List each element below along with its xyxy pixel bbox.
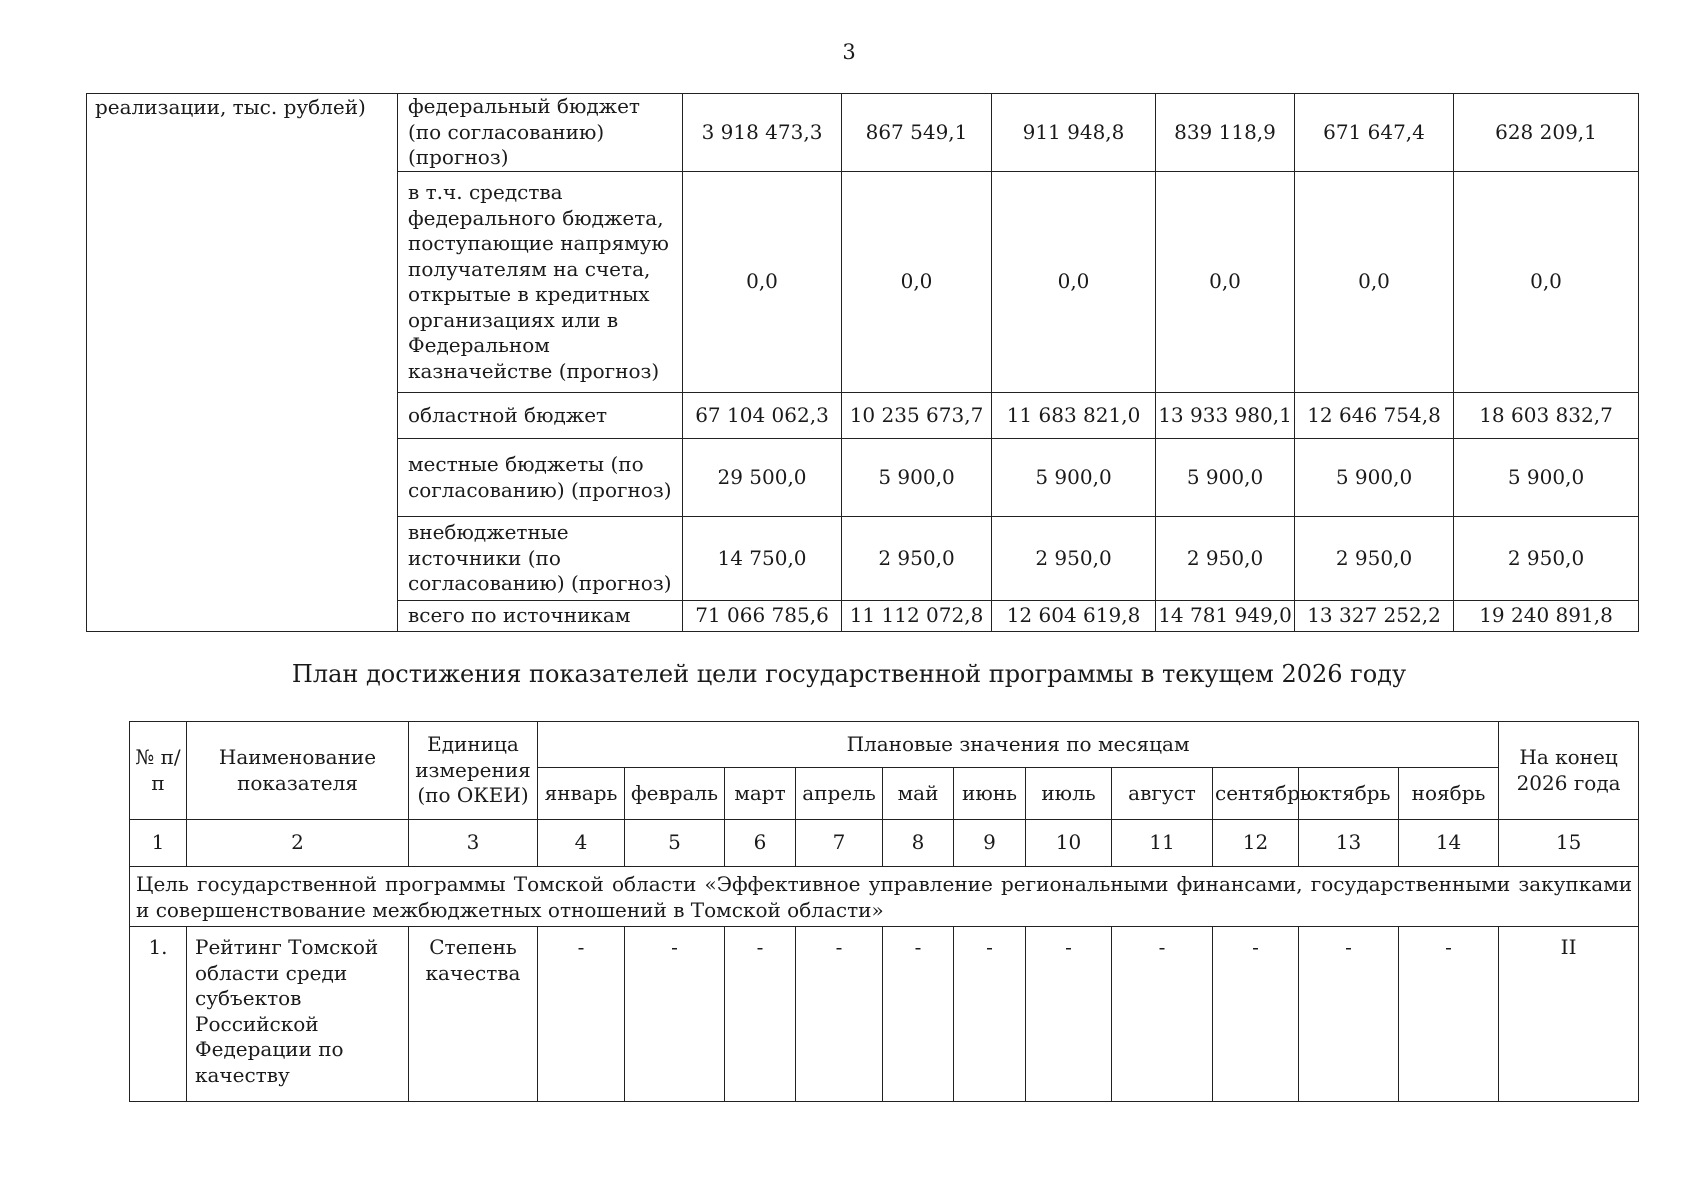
- month-header: июль: [1026, 768, 1112, 820]
- header-num: № п/п: [130, 722, 187, 820]
- monthly-value: -: [1299, 927, 1399, 1102]
- monthly-value: -: [1399, 927, 1499, 1102]
- monthly-value: -: [954, 927, 1026, 1102]
- funding-value: 0,0: [1454, 172, 1639, 393]
- goal-row: [130, 867, 1639, 927]
- header-name: Наименование показателя: [187, 722, 409, 820]
- funding-value: 11 683 821,0: [992, 393, 1156, 439]
- column-index: 12: [1213, 820, 1299, 867]
- header-monthly: Плановые значения по месяцам: [538, 722, 1499, 768]
- month-header: август: [1112, 768, 1213, 820]
- monthly-value: -: [1112, 927, 1213, 1102]
- page-number: 3: [842, 40, 856, 64]
- funding-source: всего по источникам: [398, 601, 683, 632]
- month-header: апрель: [796, 768, 883, 820]
- indicator-unit: Степень качества: [409, 927, 538, 1102]
- month-header: июнь: [954, 768, 1026, 820]
- funding-value: 628 209,1: [1454, 94, 1639, 172]
- column-index: 9: [954, 820, 1026, 867]
- funding-value: 2 950,0: [1295, 517, 1454, 601]
- column-index: 10: [1026, 820, 1112, 867]
- funding-source: местные бюджеты (по согласованию) (прогноз): [398, 439, 683, 517]
- funding-value: 0,0: [842, 172, 992, 393]
- funding-value: 5 900,0: [842, 439, 992, 517]
- funding-value: 671 647,4: [1295, 94, 1454, 172]
- funding-source: в т.ч. средства федерального бюджета, поступающие напрямую получателям на счета, открытые в кредитных организациях или в Федеральном казначействе (прогноз): [398, 172, 683, 393]
- indicator-end-value: II: [1499, 927, 1639, 1102]
- column-index: 4: [538, 820, 625, 867]
- month-header: октябрь: [1299, 768, 1399, 820]
- monthly-value: -: [883, 927, 954, 1102]
- plan-table: [129, 721, 1639, 1102]
- funding-value: 10 235 673,7: [842, 393, 992, 439]
- column-index: 8: [883, 820, 954, 867]
- funding-value: 14 781 949,0: [1156, 601, 1295, 632]
- funding-source: внебюджетные источники (по согласованию) (прогноз): [398, 517, 683, 601]
- indicator-row: [130, 927, 1639, 1102]
- funding-source: областной бюджет: [398, 393, 683, 439]
- column-index: 13: [1299, 820, 1399, 867]
- funding-value: 5 900,0: [1156, 439, 1295, 517]
- plan-header-row: [130, 722, 1639, 768]
- funding-value: 12 604 619,8: [992, 601, 1156, 632]
- funding-value: 911 948,8: [992, 94, 1156, 172]
- monthly-value: -: [1213, 927, 1299, 1102]
- funding-value: 3 918 473,3: [683, 94, 842, 172]
- funding-value: 18 603 832,7: [1454, 393, 1639, 439]
- funding-source: федеральный бюджет (по согласованию) (прогноз): [398, 94, 683, 172]
- funding-value: 19 240 891,8: [1454, 601, 1639, 632]
- funding-value: 5 900,0: [992, 439, 1156, 517]
- funding-value: 0,0: [992, 172, 1156, 393]
- funding-value: 5 900,0: [1454, 439, 1639, 517]
- monthly-value: -: [625, 927, 725, 1102]
- column-index: 3: [409, 820, 538, 867]
- funding-value: 0,0: [683, 172, 842, 393]
- month-header: май: [883, 768, 954, 820]
- funding-value: 11 112 072,8: [842, 601, 992, 632]
- column-index: 15: [1499, 820, 1639, 867]
- funding-value: 12 646 754,8: [1295, 393, 1454, 439]
- funding-table: [86, 93, 1639, 632]
- funding-value: 13 327 252,2: [1295, 601, 1454, 632]
- column-index: 11: [1112, 820, 1213, 867]
- monthly-value: -: [725, 927, 796, 1102]
- funding-row: [87, 94, 1639, 172]
- funding-value: 839 118,9: [1156, 94, 1295, 172]
- month-header: ноябрь: [1399, 768, 1499, 820]
- indicator-num: 1.: [130, 927, 187, 1102]
- month-header: сентябрь: [1213, 768, 1299, 820]
- column-index: 14: [1399, 820, 1499, 867]
- funding-value: 14 750,0: [683, 517, 842, 601]
- indicator-name: Рейтинг Томской области среди субъектов Российской Федерации по качеству: [187, 927, 409, 1102]
- column-index: 2: [187, 820, 409, 867]
- column-index: 7: [796, 820, 883, 867]
- funding-row-label: реализации, тыс. рублей): [87, 94, 398, 632]
- month-header: февраль: [625, 768, 725, 820]
- funding-value: 2 950,0: [1156, 517, 1295, 601]
- funding-value: 5 900,0: [1295, 439, 1454, 517]
- funding-value: 29 500,0: [683, 439, 842, 517]
- header-unit: Единица измерения (по ОКЕИ): [409, 722, 538, 820]
- column-index: 5: [625, 820, 725, 867]
- month-header: январь: [538, 768, 625, 820]
- funding-value: 13 933 980,1: [1156, 393, 1295, 439]
- funding-value: 2 950,0: [842, 517, 992, 601]
- funding-value: 67 104 062,3: [683, 393, 842, 439]
- column-index: 1: [130, 820, 187, 867]
- plan-index-row: [130, 820, 1639, 867]
- funding-value: 0,0: [1156, 172, 1295, 393]
- funding-value: 2 950,0: [1454, 517, 1639, 601]
- monthly-value: -: [1026, 927, 1112, 1102]
- funding-value: 2 950,0: [992, 517, 1156, 601]
- monthly-value: -: [796, 927, 883, 1102]
- program-goal: Цель государственной программы Томской области «Эффективное управление региональными финансами, государственными закупками и совершенствование межбюджетных отношений в Томской области»: [130, 867, 1639, 927]
- section-title: План достижения показателей цели государственной программы в текущем 2026 году: [291, 660, 1407, 688]
- header-end: На конец 2026 года: [1499, 722, 1639, 820]
- funding-value: 867 549,1: [842, 94, 992, 172]
- column-index: 6: [725, 820, 796, 867]
- month-header: март: [725, 768, 796, 820]
- funding-value: 71 066 785,6: [683, 601, 842, 632]
- funding-value: 0,0: [1295, 172, 1454, 393]
- monthly-value: -: [538, 927, 625, 1102]
